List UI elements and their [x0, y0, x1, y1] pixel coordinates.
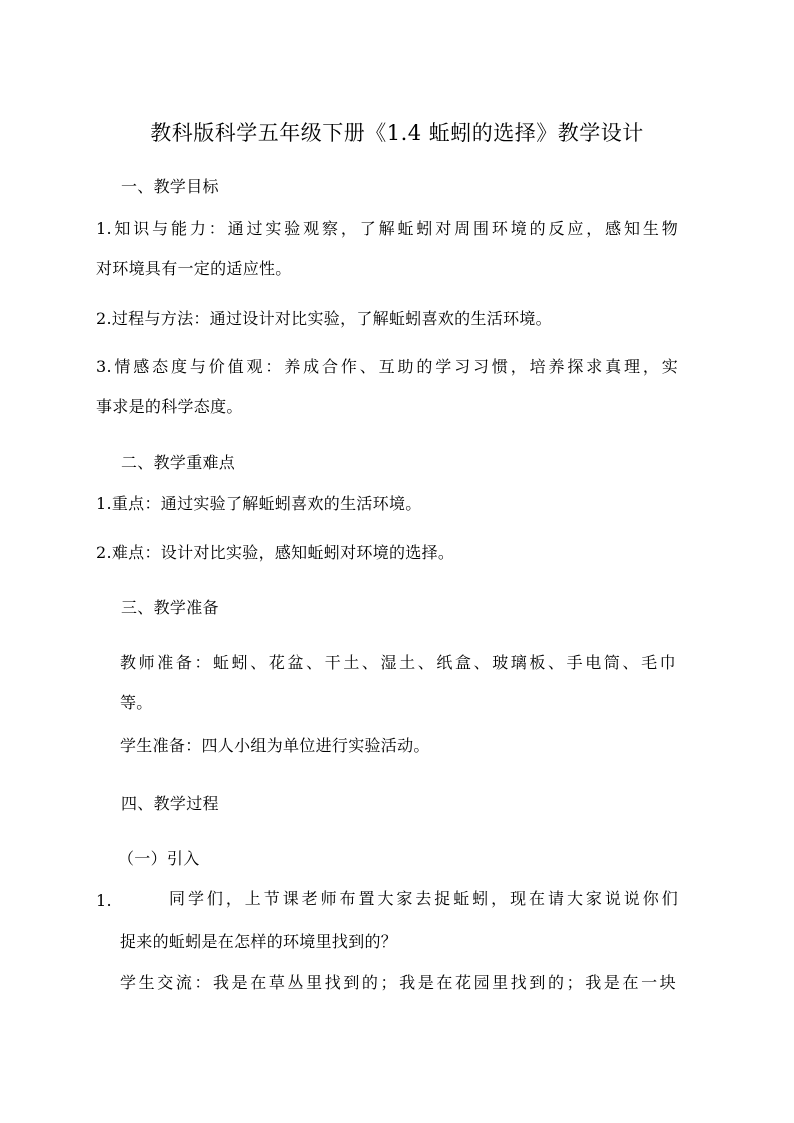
- item-1-line-2: 捉来的蚯蚓是在怎样的环境里找到的？: [120, 932, 398, 951]
- student-preparation: 学生准备：四人小组为单位进行实验活动。: [120, 736, 430, 755]
- document-title: 教科版科学五年级下册《1.4 蚯蚓的选择》教学设计: [150, 121, 644, 145]
- list-item-number: 1.: [96, 891, 112, 910]
- goal-3-line-2: 事求是的科学态度。: [96, 397, 243, 416]
- section-heading-key-points: 二、教学重难点: [121, 453, 236, 472]
- goal-2: 2.过程与方法：通过设计对比实验，了解蚯蚓喜欢的生活环境。: [96, 309, 552, 328]
- teacher-preparation-line-1: 教师准备：蚯蚓、花盆、干土、湿土、纸盒、玻璃板、手电筒、毛巾: [120, 653, 676, 672]
- section-heading-goals: 一、教学目标: [121, 177, 219, 196]
- section-heading-preparation: 三、教学准备: [121, 598, 219, 617]
- subsection-heading-introduction: （一）引入: [118, 849, 200, 868]
- teacher-preparation-line-2: 等。: [120, 693, 153, 712]
- difficult-point: 2.难点：设计对比实验，感知蚯蚓对环境的选择。: [96, 543, 455, 562]
- goal-1-line-2: 对环境具有一定的适应性。: [96, 259, 292, 278]
- goal-1-line-1: 1.知识与能力：通过实验观察，了解蚯蚓对周围环境的反应，感知生物: [96, 219, 678, 238]
- section-heading-process: 四、教学过程: [121, 794, 219, 813]
- goal-3-line-1: 3.情感态度与价值观：养成合作、互助的学习习惯，培养探求真理，实: [96, 357, 678, 376]
- item-1-line-1: 同学们，上节课老师布置大家去捉蚯蚓，现在请大家说说你们: [169, 889, 678, 908]
- student-exchange: 学生交流：我是在草丛里找到的；我是在花园里找到的；我是在一块: [120, 973, 676, 992]
- key-point: 1.重点：通过实验了解蚯蚓喜欢的生活环境。: [96, 494, 422, 513]
